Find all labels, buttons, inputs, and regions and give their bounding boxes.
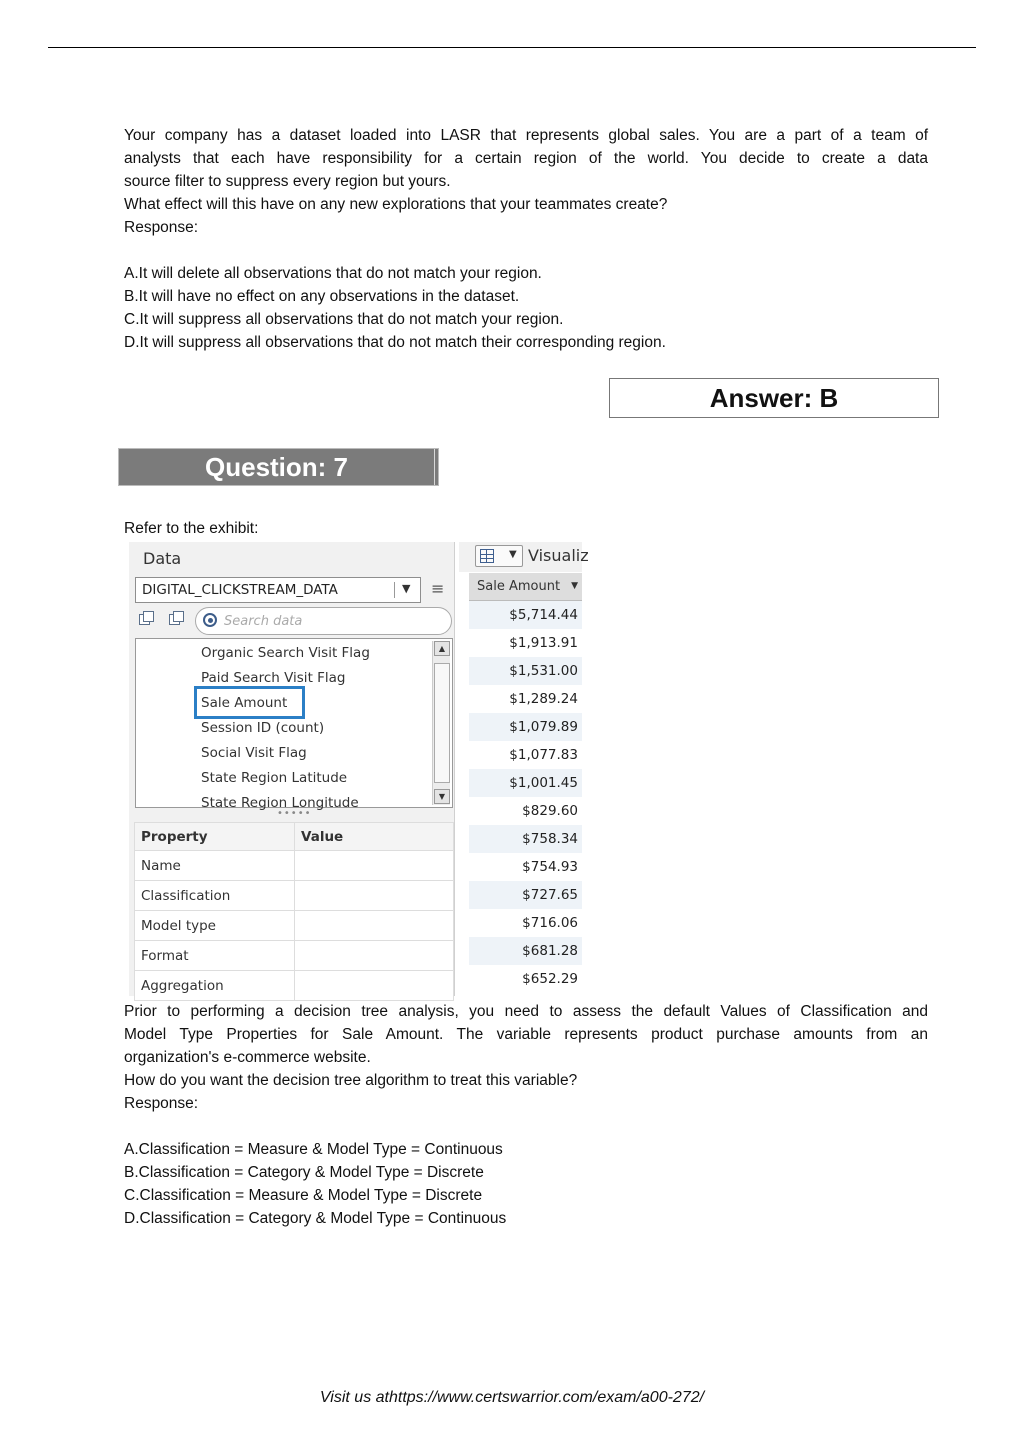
property-value[interactable]: [295, 881, 454, 911]
search-data-input[interactable]: [195, 607, 452, 635]
search-placeholder: Search data: [224, 614, 303, 629]
q7-option-a: A.Classification = Measure & Model Type = Continuous: [124, 1141, 503, 1158]
scroll-thumb[interactable]: [434, 663, 450, 783]
resize-grip-icon[interactable]: •••••: [277, 808, 312, 819]
table-cell[interactable]: $1,079.89: [469, 713, 582, 741]
q7-options: [124, 1138, 928, 1230]
table-row: [135, 971, 454, 1001]
q6-paragraph: [124, 124, 928, 239]
list-item[interactable]: Paid Search Visit Flag: [201, 670, 346, 686]
data-pane-title: Data: [143, 549, 182, 568]
column-header-sale-amount[interactable]: [469, 573, 582, 601]
scroll-up-icon[interactable]: ▲: [434, 641, 450, 656]
table-cell[interactable]: $1,001.45: [469, 769, 582, 797]
list-item[interactable]: Organic Search Visit Flag: [201, 645, 370, 661]
table-cell[interactable]: $1,077.83: [509, 747, 578, 763]
property-value[interactable]: [295, 851, 454, 881]
visualization-pane: [459, 542, 589, 996]
q7-paragraph: [124, 1000, 928, 1115]
column-header-label: Sale Amount: [477, 579, 561, 594]
table-row: [135, 941, 454, 971]
q6-option-b: B.It will have no effect on any observations in the dataset.: [124, 288, 520, 305]
q6-question: What effect will this have on any new explorations that your teammates create?: [124, 196, 668, 213]
property-name: Aggregation: [135, 971, 295, 1001]
table-cell[interactable]: $1,289.24: [509, 691, 578, 707]
q6-para-line-1: Your company has a dataset loaded into LASR that represents global sales. You are a part of a team of: [124, 127, 928, 144]
search-icon: [203, 613, 217, 627]
table-cell[interactable]: $727.65: [469, 881, 582, 909]
header-rule: [48, 47, 976, 48]
q6-para-line-3: source filter to suppress every region but yours.: [124, 173, 451, 190]
visualization-title: Visualiz: [528, 546, 589, 565]
table-cell[interactable]: $5,714.44: [469, 601, 582, 629]
q6-response-label: Response:: [124, 219, 199, 236]
property-value[interactable]: [295, 941, 454, 971]
sort-down-icon[interactable]: ▼: [571, 581, 578, 591]
dataset-select-value: DIGITAL_CLICKSTREAM_DATA: [142, 582, 338, 598]
visualization-type-button[interactable]: [475, 545, 523, 567]
table-row: [135, 851, 454, 881]
dataset-select-divider: [394, 582, 395, 598]
data-item-list: [135, 638, 453, 811]
list-scrollbar[interactable]: [432, 641, 450, 805]
property-name: Name: [135, 851, 295, 881]
q7-para-line-2: Model Type Properties for Sale Amount. The variable represents product purchase amounts from an: [124, 1026, 928, 1043]
chevron-down-icon: ▼: [509, 549, 517, 560]
q7-intro: [124, 517, 928, 540]
dataset-select[interactable]: [135, 577, 421, 603]
visualization-toolbar: [459, 542, 589, 572]
property-name: Format: [135, 941, 295, 971]
property-name: Classification: [135, 881, 295, 911]
property-table: [134, 822, 454, 1001]
selection-highlight: [194, 686, 305, 719]
q7-option-b: B.Classification = Category & Model Type = Discrete: [124, 1164, 484, 1181]
q7-option-d: D.Classification = Category & Model Type = Continuous: [124, 1210, 507, 1227]
table-cell[interactable]: $1,531.00: [469, 657, 582, 685]
list-item[interactable]: Social Visit Flag: [201, 745, 307, 761]
table-grid-icon: [480, 549, 494, 563]
property-header: Property: [135, 823, 295, 851]
scroll-down-icon[interactable]: ▼: [434, 789, 450, 804]
q7-para-line-3: organization's e-commerce website.: [124, 1049, 371, 1066]
list-item[interactable]: Session ID (count): [201, 720, 325, 736]
value-header: Value: [295, 823, 454, 851]
table-cell[interactable]: $681.28: [469, 937, 582, 965]
q6-option-d: D.It will suppress all observations that do not match their corresponding region.: [124, 334, 666, 351]
property-value[interactable]: [295, 971, 454, 1001]
table-cell[interactable]: $652.29: [522, 971, 578, 987]
table-row: [135, 911, 454, 941]
property-name: Model type: [135, 911, 295, 941]
q7-question: How do you want the decision tree algorithm to treat this variable?: [124, 1072, 578, 1089]
q7-para-line-1: Prior to performing a decision tree analysis, you need to assess the default Values of Classification and: [124, 1003, 928, 1020]
table-cell[interactable]: $829.60: [522, 803, 578, 819]
chevron-down-icon[interactable]: ▼: [402, 582, 411, 595]
q6-option-a: A.It will delete all observations that do not match your region.: [124, 265, 542, 282]
q7-intro-text: Refer to the exhibit:: [124, 520, 259, 537]
question-heading: Question: 7: [118, 448, 439, 486]
table-cell[interactable]: $754.93: [522, 859, 578, 875]
list-item[interactable]: State Region Longitude: [201, 795, 359, 811]
add-data-item-icon[interactable]: [139, 611, 155, 627]
list-item-selected[interactable]: Sale Amount: [201, 695, 288, 711]
data-pane: [129, 542, 455, 996]
answer-box: Answer: B: [609, 378, 939, 418]
exhibit-screenshot: [129, 542, 589, 996]
footer-link[interactable]: Visit us athttps://www.certswarrior.com/exam/a00-272/: [319, 1389, 705, 1406]
copy-data-item-icon[interactable]: [169, 611, 185, 627]
q7-option-c: C.Classification = Measure & Model Type = Discrete: [124, 1187, 483, 1204]
table-cell[interactable]: $758.34: [469, 825, 582, 853]
table-cell[interactable]: $716.06: [522, 915, 578, 931]
table-cell[interactable]: $1,913.91: [509, 635, 578, 651]
q7-response-label: Response:: [124, 1095, 199, 1112]
q6-para-line-2: analysts that each have responsibility for a certain region of the world. You decide to create a data: [124, 150, 928, 167]
table-row: [135, 881, 454, 911]
q6-options: [124, 262, 928, 354]
property-value[interactable]: [295, 911, 454, 941]
list-item[interactable]: State Region Latitude: [201, 770, 348, 786]
q6-option-c: C.It will suppress all observations that do not match your region.: [124, 311, 564, 328]
data-menu-icon[interactable]: ≡: [431, 579, 445, 598]
